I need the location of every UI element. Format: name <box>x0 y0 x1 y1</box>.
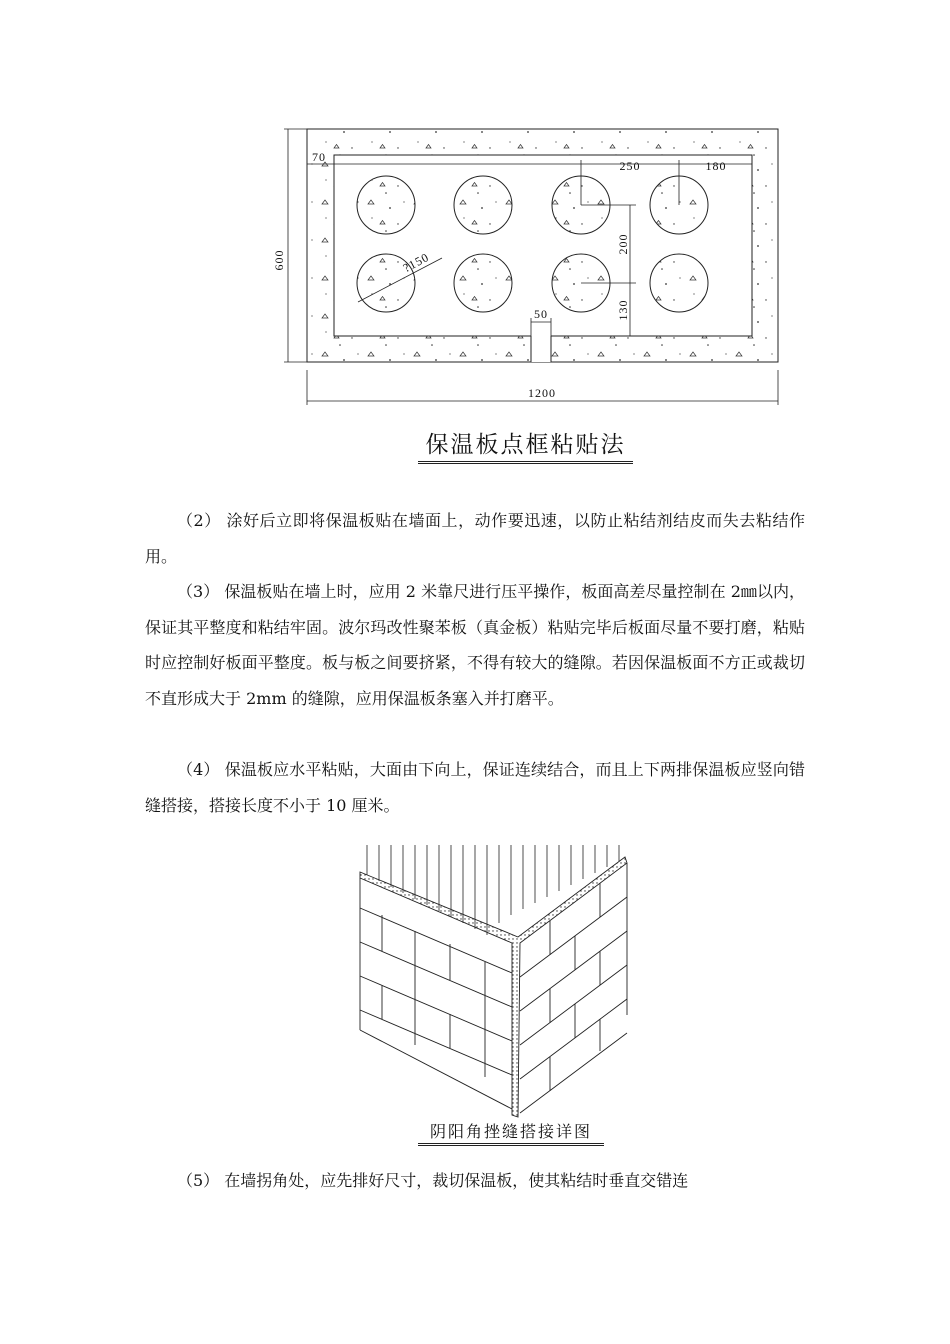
left-face-boards <box>360 878 512 1109</box>
figure1-caption: 保温板点框粘贴法 <box>418 430 633 464</box>
paragraph-step-3: （3） 保温板贴在墙上时，应用 2 米靠尺进行压平操作，板面高差尽量控制在 2㎜以内，保证其平整度和粘结牢固。波尔玛改性聚苯板（真金板）粘贴完毕后板面尽量不要打磨，粘贴时应控制好板面平整度。板与板之间要挤紧，不得有较大的缝隙。若因保温板面不方正或裁切不直形成大于 2mm 的缝隙，应用保温板条塞入并打磨平。 <box>145 582 805 708</box>
dim-spacing-v: 200 <box>616 233 630 255</box>
dim-diameter: ?150 <box>400 249 432 276</box>
figure2-caption: 阴阳角挫缝搭接详图 <box>418 1121 604 1146</box>
paragraph-step-4: （4） 保温板应水平粘贴，大面由下向上，保证连续结合，而且上下两排保温板应竖向错缝搭接，搭接长度不小于 10 厘米。 <box>145 760 805 815</box>
paragraph-step-2: （2） 涂好后立即将保温板贴在墙面上，动作要迅速，以防止粘结剂结皮而失去粘结作用。 <box>145 511 805 566</box>
dim-width: 1200 <box>528 386 556 400</box>
dim-spacing-h: 250 <box>619 159 641 173</box>
glue-dot <box>454 176 512 234</box>
dim-gap: 50 <box>534 307 548 321</box>
insulation-edge <box>360 857 627 1117</box>
dot-frame-bonding-drawing <box>270 120 790 410</box>
dim-bottom: 130 <box>616 299 630 321</box>
glue-dot <box>650 254 708 312</box>
corner-stagger-joint-drawing <box>355 845 635 1120</box>
glue-dot <box>357 176 415 234</box>
dim-margin: 70 <box>312 150 326 164</box>
glue-dot <box>454 254 512 312</box>
dim-edge: 180 <box>705 159 727 173</box>
dim-height: 600 <box>272 249 286 271</box>
paragraph-step-5: （5） 在墙拐角处，应先排好尺寸，裁切保温板，使其粘结时垂直交错连 <box>177 1171 689 1190</box>
